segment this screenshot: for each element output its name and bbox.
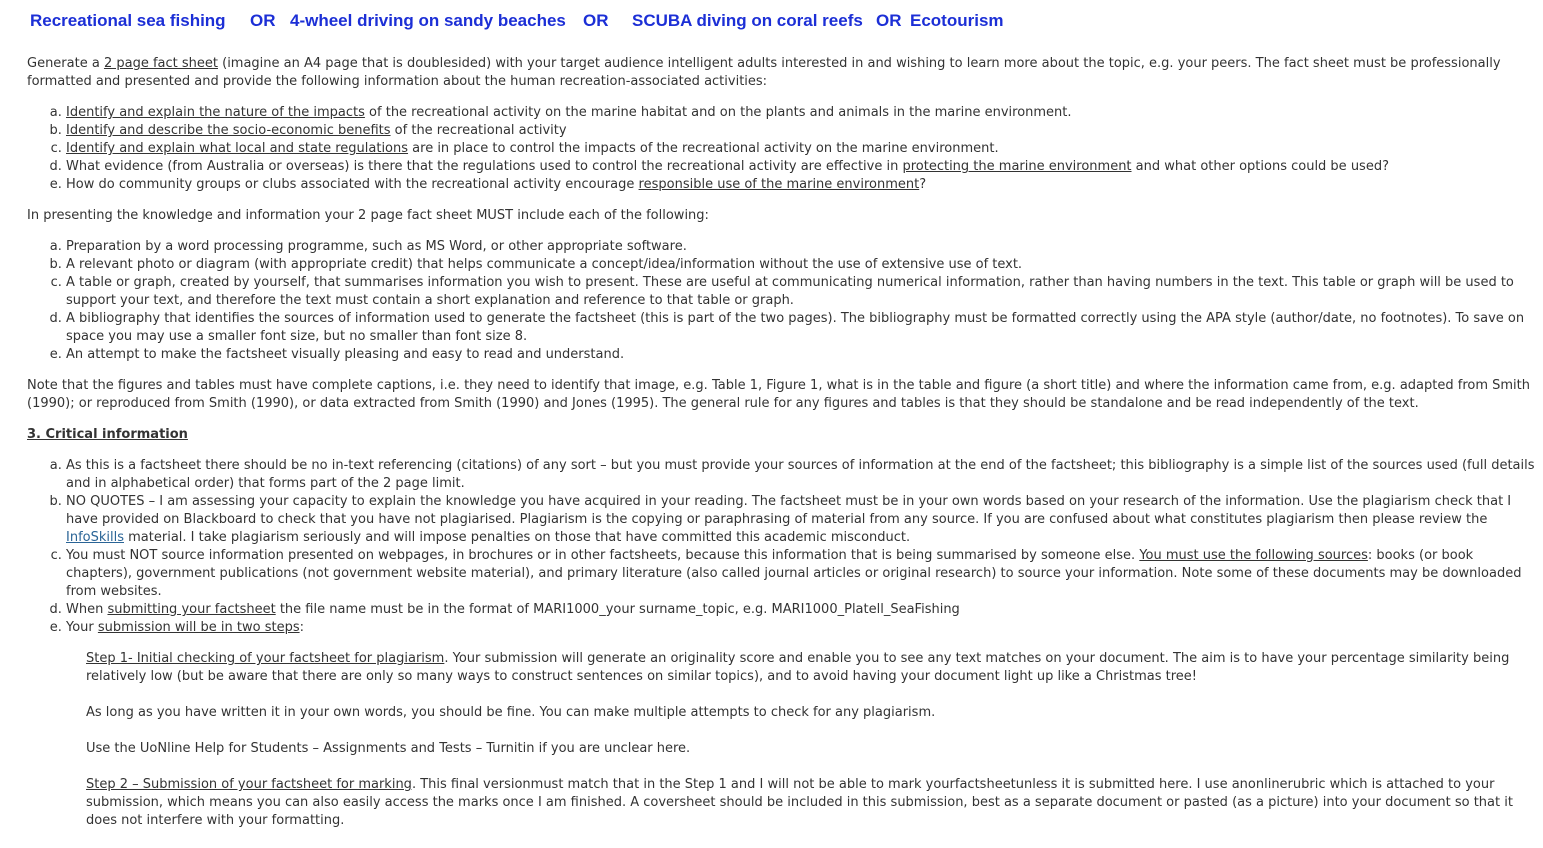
list-item: d. A bibliography that identifies the sources of information used to generate the factsheet (this is part of the two pages). The bibliography must be formatted correctly using the APA style (author/date, no footnotes). To save on space you may use a smaller font size, but no smaller than font size 8. — [66, 310, 1539, 346]
item-text: MARI1000_Platell_SeaFishing — [767, 602, 960, 617]
intro-paragraph — [27, 55, 1539, 91]
item-text: You must NOT source information presented on webpages, in brochures or in other factsheets, because this information that is being summarised by someone else. — [66, 548, 1140, 563]
list-item — [66, 601, 1539, 619]
emphasis: submitting your factsheet — [107, 602, 276, 617]
critical-information-list — [27, 457, 1539, 637]
or-separator: OR — [250, 11, 276, 30]
step-1-paragraph — [86, 650, 1539, 686]
topic-sea-fishing: Recreational sea fishing — [30, 11, 226, 30]
list-item: a. Preparation by a word processing programme, such as MS Word, or other appropriate software. — [66, 238, 1539, 256]
item-text: of the recreational activity — [390, 123, 567, 138]
list-item — [66, 158, 1539, 176]
step-title: Step 1- Initial checking of your factsheet for plagiarism — [86, 651, 445, 666]
topic-scuba-diving: SCUBA diving on coral reefs — [632, 11, 863, 30]
emphasis: Identify and explain what local and state regulations — [66, 141, 409, 156]
step-text: . This final versionmust match that in the Step 1 and I will not be able to mark yourfactsheetunless it is submitted here. I use anonlinerubric which is attached to your submission, which means you can also easily access the marks once I am finished. A coversheet should be included in this submission, best as a separate document or pasted (as a picture) into your document so that it does not interfere with your formatting. — [86, 777, 1513, 828]
captions-note: Note that the figures and tables must have complete captions, i.e. they need to identify that image, e.g. Table 1, Figure 1, what is in the table and figure (a short title) and where the information came from, e.g. adapted from Smith (1990); or reproduced from Smith (1990), or data extracted from Smith (1990) and Jones (1995). The general rule for any figures and tables is that they should be standalone and be read independently of the text. — [27, 378, 1530, 411]
list-item: a. As this is a factsheet there should be no in-text referencing (citations) of any sort – but you must provide your sources of information at the end of the factsheet; this bibliography is a simple list of the sources used (full details and in alphabetical order) that forms part of the 2 page limit. — [66, 457, 1539, 493]
topic-4wd-beaches: 4-wheel driving on sandy beaches — [290, 11, 566, 30]
help-paragraph: Use the UoNline Help for Students – Assignments and Tests – Turnitin if you are unclear here. — [86, 741, 691, 756]
item-text: How do community groups or clubs associated with the recreational activity encourage — [66, 177, 639, 192]
own-words-paragraph: As long as you have written it in your own words, you should be fine. You can make multiple attempts to check for any plagiarism. — [86, 705, 936, 720]
list-item: c. A table or graph, created by yourself, that summarises information you wish to present. These are useful at communicating numerical information, rather than having numbers in the text. This table or graph will be used to support your text, and therefore the text must contain a short explanation and reference to that table or graph. — [66, 274, 1539, 310]
fact-sheet-emphasis: 2 page fact sheet — [103, 56, 218, 71]
step-text: . Your submission will generate an originality score and enable you to see any text matches on your document. The aim is to have your percentage similarity being relatively low (but be aware that there are only so many ways to construct sentences on similar topics), and to avoid having your document light up like a Christmas tree! — [86, 651, 1510, 684]
list-item — [66, 140, 1539, 158]
list-item — [66, 104, 1539, 122]
emphasis: submission will be in two steps — [97, 620, 300, 635]
list-item — [66, 122, 1539, 140]
must-include-list — [27, 238, 1539, 364]
emphasis: Identify and explain the nature of the impacts — [66, 105, 365, 120]
step-2-paragraph — [86, 776, 1539, 830]
item-text: Your — [66, 620, 98, 635]
item-text: ? — [919, 177, 927, 192]
infoskills-link[interactable]: InfoSkills — [66, 530, 124, 545]
list-item — [66, 619, 1539, 637]
section-heading: 3. Critical information — [27, 427, 188, 442]
list-item — [66, 493, 1539, 547]
list-item — [66, 547, 1539, 601]
required-information-list — [27, 104, 1539, 194]
emphasis: responsible use of the marine environment — [638, 177, 920, 192]
presenting-paragraph: In presenting the knowledge and information your 2 page fact sheet MUST include each of the following: — [27, 208, 709, 223]
list-item — [66, 176, 1539, 194]
emphasis: You must use the following sources — [1139, 548, 1368, 563]
item-text: and what other options could be used? — [1131, 159, 1389, 174]
item-text: the file name must be in the format of MARI1000_your surname_topic, — [275, 602, 743, 617]
submission-steps — [86, 650, 1539, 830]
item-text: are in place to control the impacts of the recreational activity on the marine environment. — [408, 141, 999, 156]
list-item: b. A relevant photo or diagram (with appropriate credit) that helps communicate a concept/idea/information without the use of extensive use of text. — [66, 256, 1539, 274]
item-text: material. I take plagiarism seriously and will impose penalties on those that have committed this academic misconduct. — [124, 530, 911, 545]
item-text: : — [299, 620, 304, 635]
item-text: of the recreational activity on the marine habitat and on the plants and animals in the marine environment. — [364, 105, 1072, 120]
item-text: : books (or book chapters), government publications (not government website material), and primary literature (also called journal articles or original research) to source your information. Note some of these documents may be downloaded from websites. — [66, 548, 1522, 599]
emphasis: protecting the marine environment — [902, 159, 1132, 174]
item-text: When — [66, 602, 108, 617]
step-title: Step 2 – Submission of your factsheet for marking — [86, 777, 412, 792]
intro-text: (imagine an A4 page that is doublesided) with your target audience intelligent adults interested in and wishing to learn more about the topic, e.g. your peers. The fact sheet must be professionally formatted and presented and provide the following information about the human recreation-associated activities: — [27, 56, 1501, 89]
or-separator: OR — [876, 11, 902, 30]
item-text: NO QUOTES – I am assessing your capacity to explain the knowledge you have acquired in your reading. The factsheet must be in your own words based on your research of the information. Use the plagiarism check that I have provided on Blackboard to check that you have not plagiarised. Plagiarism is the copying or paraphrasing of material from any source. If you are confused about what constitutes plagiarism then please review the — [66, 494, 1512, 527]
emphasis: Identify and describe the socio-economic benefits — [66, 123, 391, 138]
item-text: e.g. — [742, 602, 768, 617]
topic-ecotourism: Ecotourism — [910, 11, 1004, 30]
list-item: e. An attempt to make the factsheet visually pleasing and easy to read and understand. — [66, 346, 1539, 364]
intro-text: Generate a — [27, 56, 104, 71]
item-text: What evidence (from Australia or overseas) is there that the regulations used to control the recreational activity are effective in — [66, 159, 903, 174]
assignment-instructions — [27, 55, 1539, 848]
or-separator: OR — [583, 11, 609, 30]
